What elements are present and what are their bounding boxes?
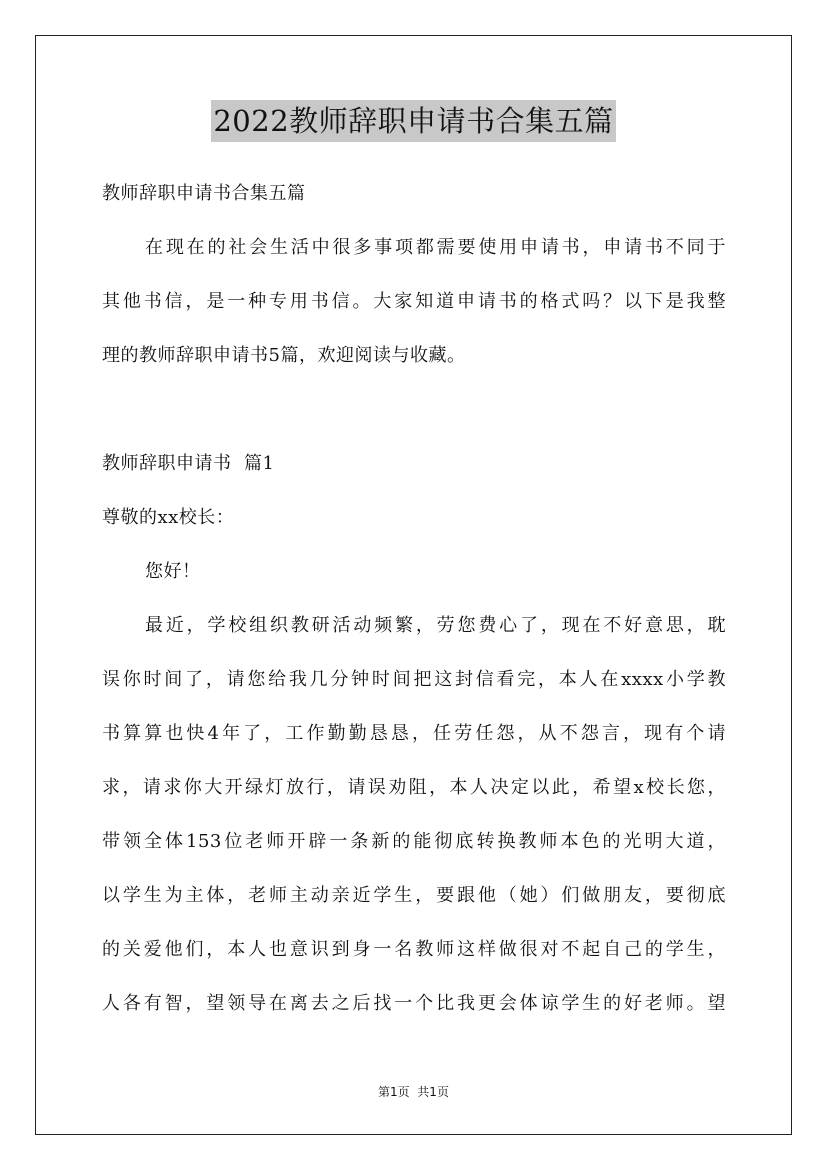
greeting: 您好！ bbox=[145, 561, 201, 582]
title-container bbox=[0, 100, 827, 142]
intro-line: 在现在的社会生活中很多事项都需要使用申请书，申请书不同于 bbox=[145, 237, 726, 258]
body-line: 最近，学校组织教研活动频繁，劳您费心了，现在不好意思，耽 bbox=[145, 615, 726, 636]
salutation: 尊敬的xx校长： bbox=[102, 507, 235, 528]
body-line: 带领全体153位老师开辟一条新的能彻底转换教师本色的光明大道， bbox=[102, 831, 726, 852]
body-line: 误你时间了，请您给我几分钟时间把这封信看完，本人在xxxx小学教 bbox=[102, 669, 726, 690]
body-line: 求，请求你大开绿灯放行，请误劝阻，本人决定以此，希望x校长您， bbox=[102, 777, 726, 798]
section-heading: 教师辞职申请书 篇1 bbox=[102, 453, 275, 474]
document-title: 2022教师辞职申请书合集五篇 bbox=[211, 100, 615, 142]
intro-line: 理的教师辞职申请书5篇，欢迎阅读与收藏。 bbox=[102, 345, 466, 366]
body-line: 人各有智，望领导在离去之后找一个比我更会体谅学生的好老师。望 bbox=[102, 993, 726, 1014]
body-line: 以学生为主体，老师主动亲近学生，要跟他（她）们做朋友，要彻底 bbox=[102, 885, 726, 906]
body-line: 的关爱他们，本人也意识到身一名教师这样做很对不起自己的学生， bbox=[102, 939, 726, 960]
body-line: 书算算也快4年了，工作勤勤恳恳，任劳任怨，从不怨言，现有个请 bbox=[102, 723, 726, 744]
page-footer: 第1页 共1页 bbox=[378, 1085, 449, 1099]
document-subtitle: 教师辞职申请书合集五篇 bbox=[102, 183, 306, 204]
intro-line: 其他书信，是一种专用书信。大家知道申请书的格式吗？以下是我整 bbox=[102, 291, 726, 312]
